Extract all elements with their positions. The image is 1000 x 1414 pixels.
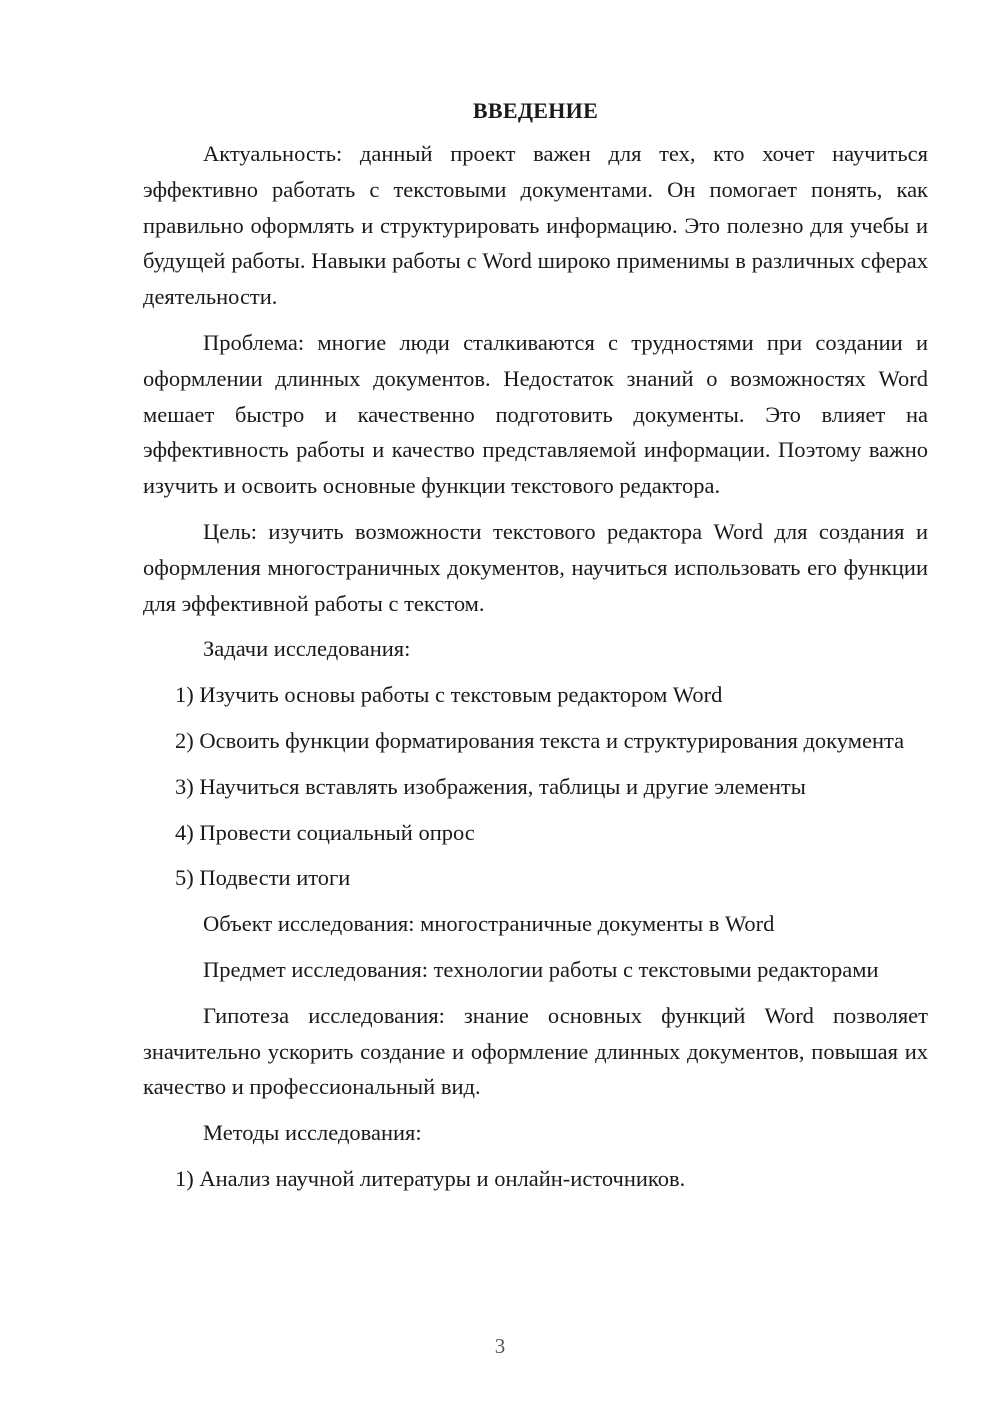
methods-heading: Методы исследования: bbox=[203, 1120, 422, 1146]
task-item: 4) Провести социальный опрос bbox=[175, 819, 475, 845]
method-item: 1) Анализ научной литературы и онлайн-источников. bbox=[175, 1165, 686, 1191]
task-item: 1) Изучить основы работы с текстовым редактором Word bbox=[175, 682, 723, 708]
object-paragraph: Объект исследования: многостраничные документы в Word bbox=[203, 911, 775, 937]
task-item: 3) Научиться вставлять изображения, таблицы и другие элементы bbox=[175, 773, 806, 799]
document-page bbox=[143, 96, 928, 1207]
page-title: ВВЕДЕНИЕ bbox=[472, 98, 599, 123]
relevance-paragraph: Актуальность: данный проект важен для тех, кто хочет научиться эффективно работать с текстовыми документами. Он помогает понять, как правильно оформлять и структурировать информацию. Это полезно для учебы и будущей работы. Навыки работы с Word широко применимы в различных сферах деятельности. bbox=[143, 141, 928, 310]
tasks-heading: Задачи исследования: bbox=[203, 636, 411, 662]
subject-paragraph: Предмет исследования: технологии работы с текстовыми редакторами bbox=[203, 956, 879, 982]
task-item: 5) Подвести итоги bbox=[175, 865, 351, 891]
page-number: 3 bbox=[494, 1334, 506, 1358]
task-item: 2) Освоить функции форматирования текста и структурирования документа bbox=[175, 727, 905, 753]
problem-paragraph: Проблема: многие люди сталкиваются с трудностями при создании и оформлении длинных документов. Недостаток знаний о возможностях Word мешает быстро и качественно подготовить документы. Это влияет на эффективность работы и качество представляемой информации. Поэтому важно изучить и освоить основные функции текстового редактора. bbox=[143, 329, 928, 499]
hypothesis-paragraph: Гипотеза исследования: знание основных функций Word позволяет значительно ускорить создание и оформление длинных документов, повышая их качество и профессиональный вид. bbox=[143, 1002, 928, 1100]
goal-paragraph: Цель: изучить возможности текстового редактора Word для создания и оформления многостраничных документов, научиться использовать его функции для эффективной работы с текстом. bbox=[143, 518, 928, 616]
